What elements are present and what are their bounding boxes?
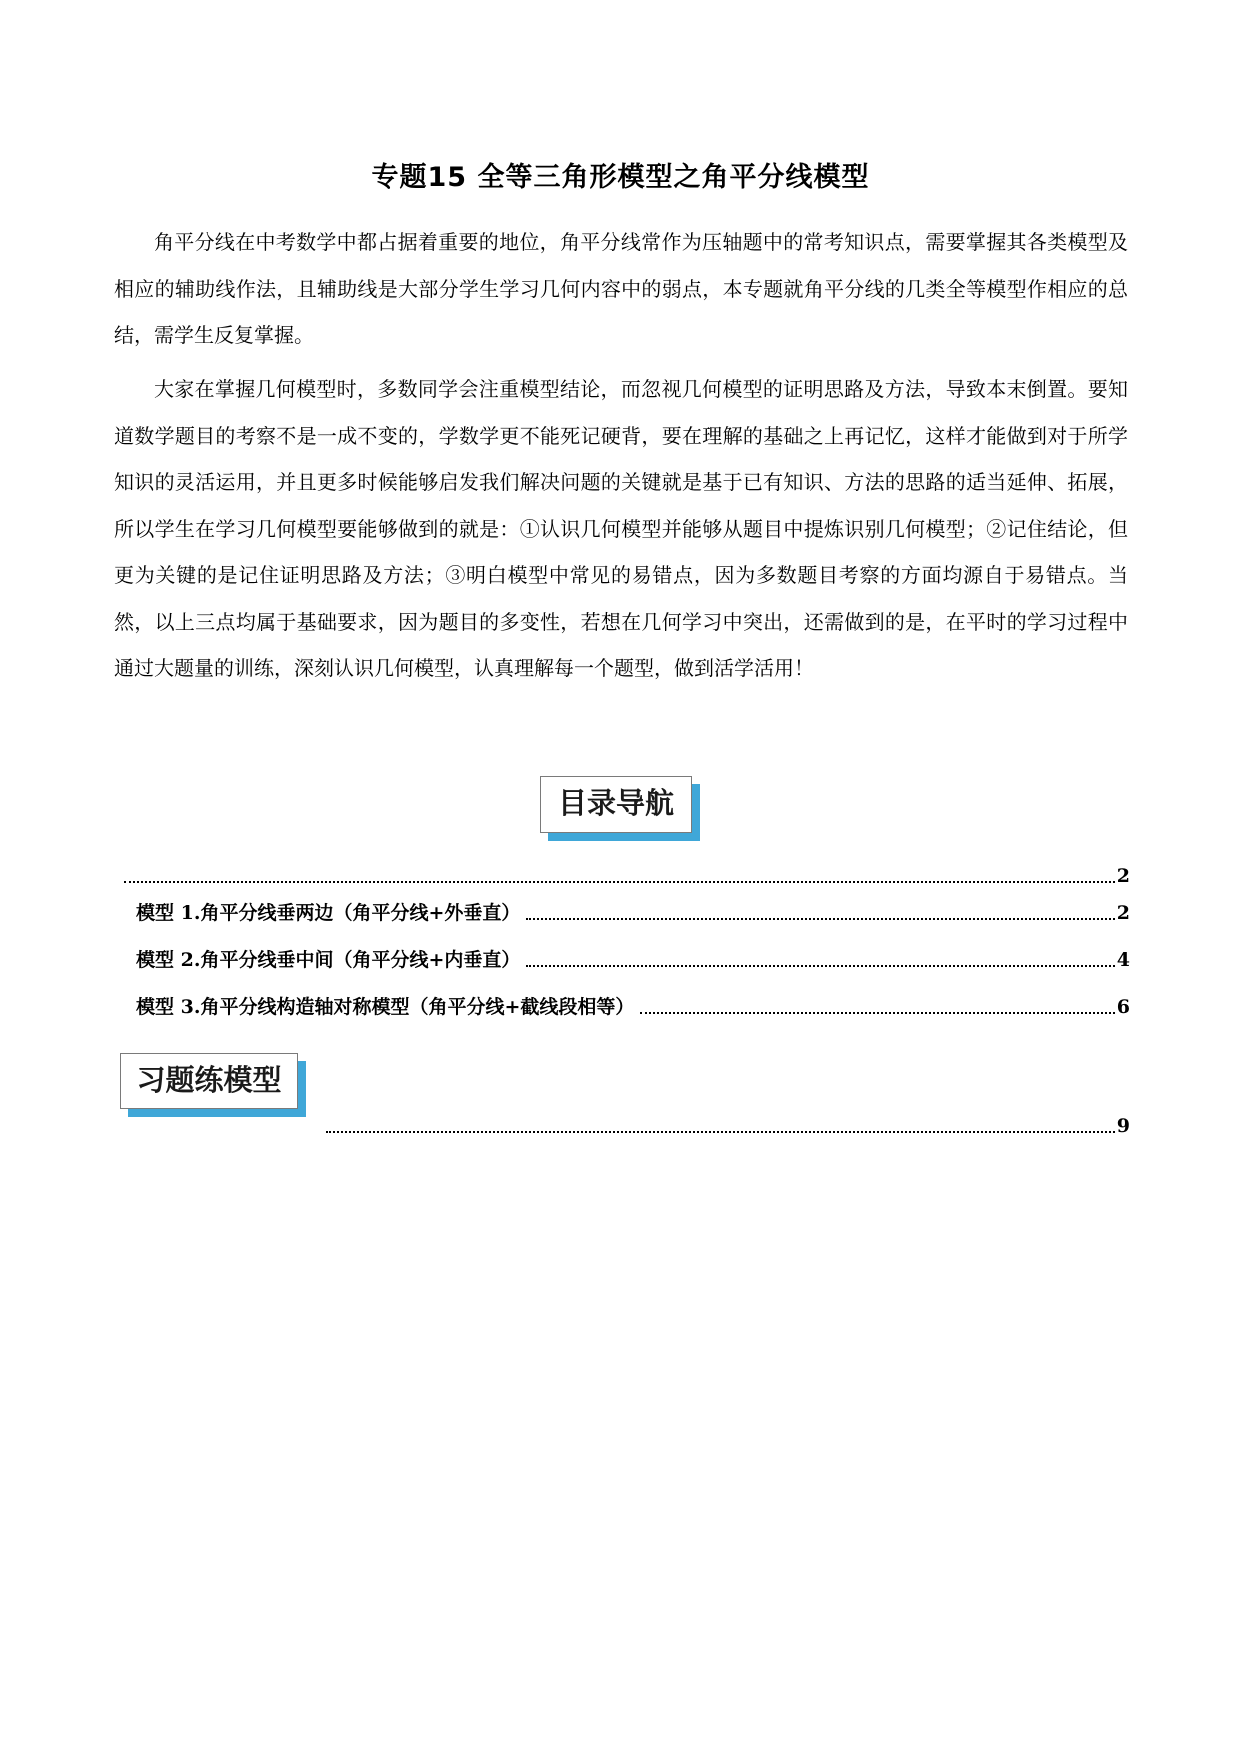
intro-paragraph: 角平分线在中考数学中都占据着重要的地位，角平分线常作为压轴题中的常考知识点，需要掌握其各类模型及相应的辅助线作法，且辅助线是大部分学生学习几何内容中的弱点，本专题就角平分线的几类全等模型作相应的总结，需学生反复掌握。 xyxy=(114,230,1128,347)
toc-entry[interactable] xyxy=(118,860,1130,888)
toc-entry-label: 模型 1.角平分线垂两边（角平分线+外垂直） xyxy=(136,902,521,924)
toc-dot-leader xyxy=(526,965,1114,967)
toc-entry-exercises[interactable] xyxy=(320,1110,1130,1138)
toc-entry-label: 模型 3.角平分线构造轴对称模型（角平分线+截线段相等） xyxy=(136,996,635,1018)
toc-page-number: 2 xyxy=(1116,902,1130,924)
toc-page-number: 6 xyxy=(1116,996,1130,1018)
toc-dot-leader xyxy=(640,1012,1114,1014)
toc-dot-leader xyxy=(326,1131,1115,1133)
toc-entry-model-2[interactable] xyxy=(136,944,1130,972)
toc-entry-model-3[interactable] xyxy=(136,991,1130,1019)
toc-badge: 目录导航 xyxy=(540,776,692,833)
toc-dot-leader xyxy=(526,918,1114,920)
study-advice-paragraph: 大家在掌握几何模型时，多数同学会注重模型结论，而忽视几何模型的证明思路及方法，导致本末倒置。要知道数学题目的考察不是一成不变的，学数学更不能死记硬背，要在理解的基础之上再记忆，这样才能做到对于所学知识的灵活运用，并且更多时候能够启发我们解决问题的关键就是基于已有知识、方法的思路的适当延伸、拓展，所以学生在学习几何模型要能够做到的就是：①认识几何模型并能够从题目中提炼识别几何模型；②记住结论，但更为关键的是记住证明思路及方法；③明白模型中常见的易错点，因为多数题目考察的方面均源自于易错点。当然，以上三点均属于基础要求，因为题目的多变性，若想在几何学习中突出，还需做到的是，在平时的学习过程中通过大题量的训练，深刻认识几何模型，认真理解每一个题型，做到活学活用！ xyxy=(114,377,1128,680)
toc-page-number: 2 xyxy=(1116,865,1130,887)
document-title: 专题15 全等三角形模型之角平分线模型 xyxy=(371,162,870,193)
toc-page-number: 4 xyxy=(1116,949,1130,971)
exercise-badge: 习题练模型 xyxy=(120,1053,298,1109)
toc-entry-label: 模型 2.角平分线垂中间（角平分线+内垂直） xyxy=(136,949,521,971)
toc-entry-model-1[interactable] xyxy=(136,897,1130,925)
toc-page-number: 9 xyxy=(1116,1115,1130,1137)
toc-dot-leader xyxy=(124,881,1115,883)
